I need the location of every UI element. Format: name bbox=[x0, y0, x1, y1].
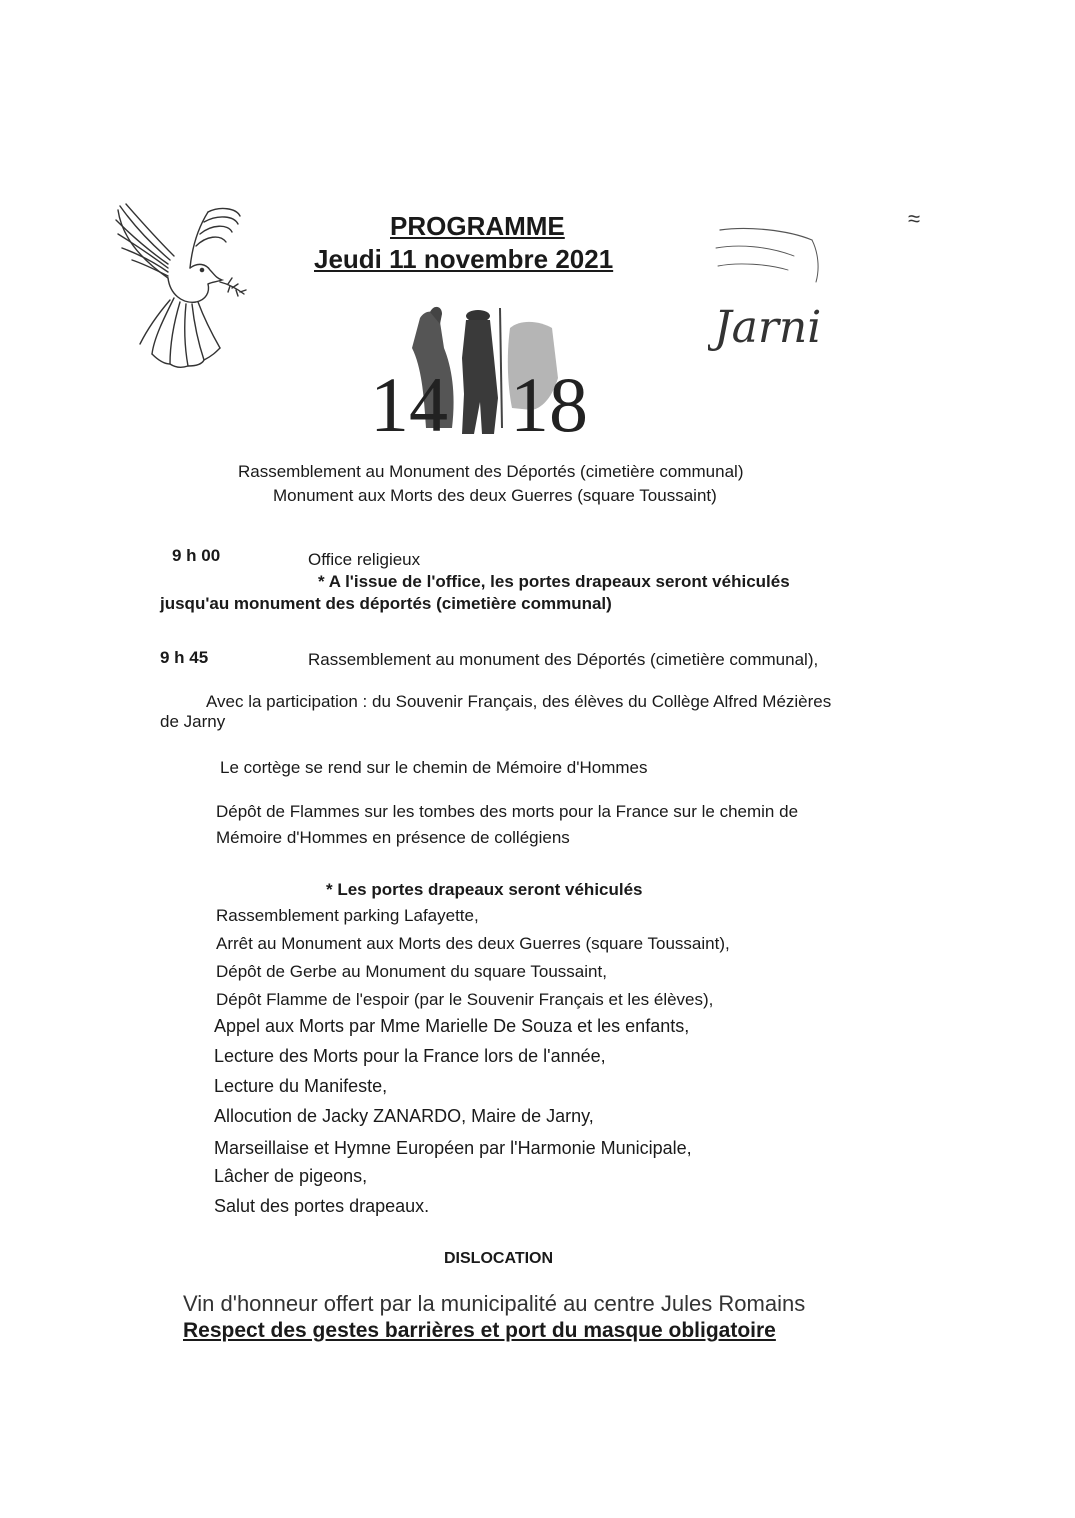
time-9h45: 9 h 45 bbox=[160, 648, 209, 667]
ceremony-note: * Les portes drapeaux seront véhiculés bbox=[326, 880, 643, 899]
ceremony-item: Appel aux Morts par Mme Marielle De Souza et les enfants, bbox=[214, 1016, 690, 1036]
ceremony-item: Allocution de Jacky ZANARDO, Maire de Jarny, bbox=[214, 1106, 594, 1126]
jarny-logo bbox=[708, 218, 838, 358]
logo-number-14: 14 bbox=[370, 361, 448, 448]
ceremony-item: Dépôt de Gerbe au Monument du square Toussaint, bbox=[216, 962, 607, 981]
intro-line-2: Monument aux Morts des deux Guerres (square Toussaint) bbox=[273, 486, 717, 505]
jarny-signature: Jarni bbox=[714, 302, 822, 353]
ceremony-item: Salut des portes drapeaux. bbox=[214, 1196, 430, 1216]
title-programme: PROGRAMME bbox=[390, 211, 565, 241]
ceremony-item: Arrêt au Monument aux Morts des deux Guerres (square Toussaint), bbox=[216, 934, 730, 953]
scan-mark: ≈ bbox=[908, 206, 921, 231]
dislocation-heading: DISLOCATION bbox=[444, 1250, 554, 1267]
ceremony-item: Rassemblement parking Lafayette, bbox=[216, 906, 479, 925]
cortege-text: Le cortège se rend sur le chemin de Mémoire d'Hommes bbox=[220, 758, 648, 777]
logo-1418 bbox=[362, 298, 602, 448]
ceremony-item: Lecture des Morts pour la France lors de l'année, bbox=[214, 1046, 606, 1066]
depot-line-1: Dépôt de Flammes sur les tombes des morts pour la France sur le chemin de bbox=[216, 802, 799, 821]
vin-honneur-text: Vin d'honneur offert par la municipalité au centre Jules Romains bbox=[183, 1291, 806, 1316]
ceremony-item: Dépôt Flamme de l'espoir (par le Souvenir Français et les élèves), bbox=[216, 990, 714, 1009]
intro-line-1: Rassemblement au Monument des Déportés (cimetière communal) bbox=[238, 462, 744, 481]
depot-line-2: Mémoire d'Hommes en présence de collégiens bbox=[216, 828, 570, 847]
note-office-line-2: jusqu'au monument des déportés (cimetière communal) bbox=[160, 594, 612, 613]
participation-line-2: de Jarny bbox=[160, 712, 226, 731]
time-9h00: 9 h 00 bbox=[172, 546, 221, 565]
title-date: Jeudi 11 novembre 2021 bbox=[314, 244, 614, 274]
event-rassemblement: Rassemblement au monument des Déportés (cimetière communal), bbox=[308, 650, 819, 669]
ceremony-item: Lecture du Manifeste, bbox=[214, 1076, 388, 1096]
ceremony-item: Lâcher de pigeons, bbox=[214, 1166, 368, 1186]
note-office-line-1: * A l'issue de l'office, les portes drapeaux seront véhiculés bbox=[318, 572, 790, 591]
respect-gestes-text: Respect des gestes barrières et port du masque obligatoire bbox=[183, 1319, 776, 1342]
event-office-religieux: Office religieux bbox=[308, 550, 421, 569]
dove-illustration bbox=[112, 198, 252, 370]
participation-line-1: Avec la participation : du Souvenir Français, des élèves du Collège Alfred Mézières bbox=[206, 692, 832, 711]
logo-number-18: 18 bbox=[510, 361, 588, 448]
ceremony-item: Marseillaise et Hymne Européen par l'Harmonie Municipale, bbox=[214, 1138, 692, 1158]
